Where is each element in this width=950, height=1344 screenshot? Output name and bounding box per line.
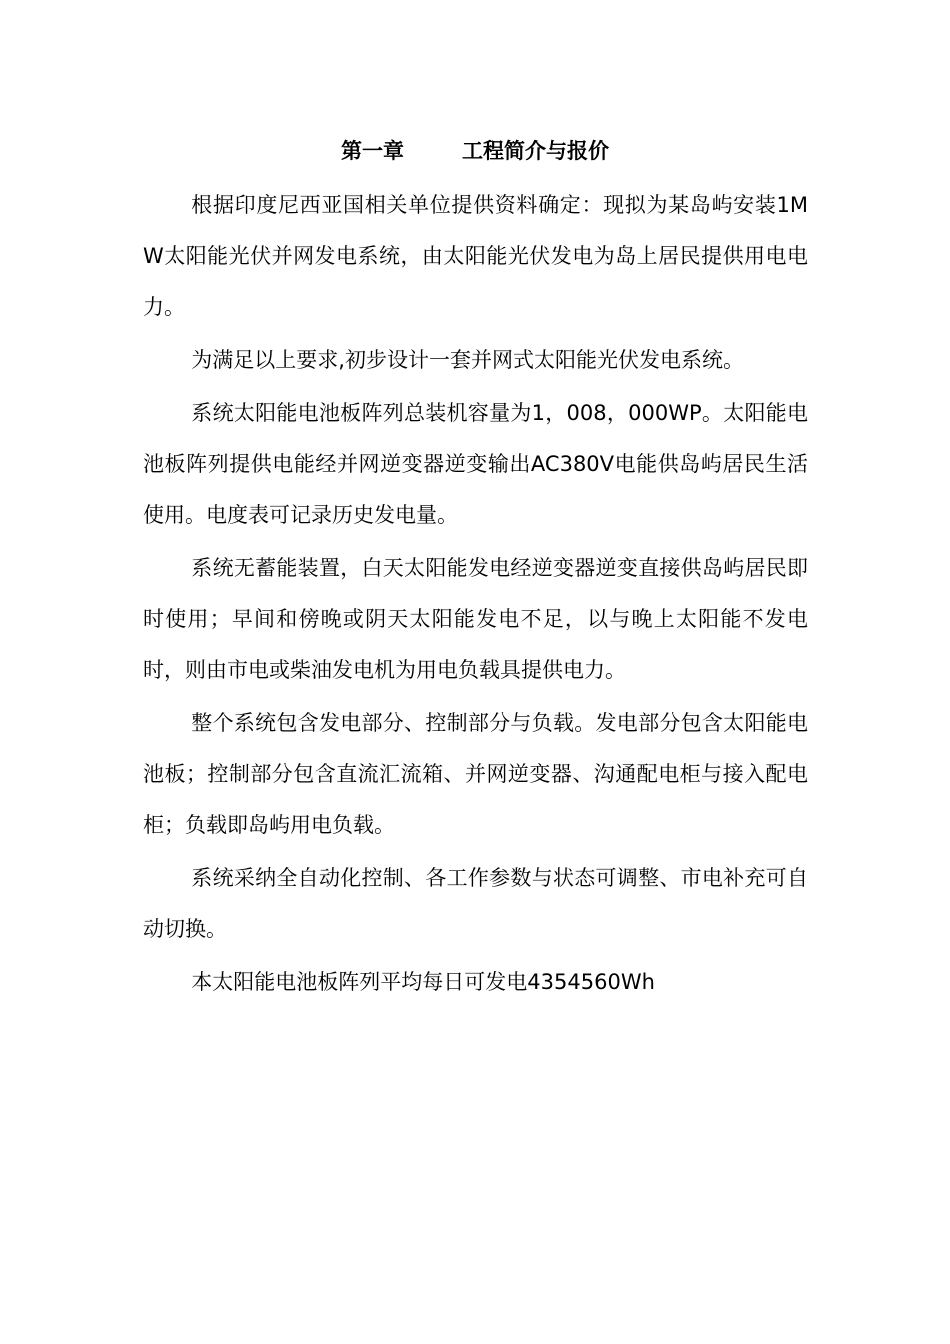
chapter-heading: 工程简介与报价 (462, 139, 609, 163)
paragraph-capacity: 系统太阳能电池板阵列总装机容量为1，008，000WP。太阳能电池板阵列提供电能经并网逆变器逆变输出AC380V电能供岛屿居民生活使用。电度表可记录历史发电量。 (143, 401, 808, 527)
paragraph-components: 整个系统包含发电部分、控制部分与负载。发电部分包含太阳能电池板；控制部分包含直流汇流箱、并网逆变器、沟通配电柜与接入配电柜；负载即岛屿用电负载。 (143, 711, 808, 837)
paragraph-output: 本太阳能电池板阵列平均每日可发电4354560Wh (191, 970, 655, 994)
paragraph-storage: 系统无蓄能装置，白天太阳能发电经逆变器逆变直接供岛屿居民即时使用；早间和傍晚或阴天太阳能发电不足，以与晚上太阳能不发电时，则由市电或柴油发电机为用电负载具提供电力。 (143, 556, 808, 682)
chapter-number: 第一章 (341, 139, 404, 163)
paragraph-control: 系统采纳全自动化控制、各工作参数与状态可调整、市电补充可自动切换。 (143, 866, 808, 941)
paragraph-intro: 根据印度尼西亚国相关单位提供资料确定：现拟为某岛屿安装1MW太阳能光伏并网发电系统，由太阳能光伏发电为岛上居民提供用电电力。 (143, 193, 808, 319)
chapter-title (0, 136, 950, 166)
document-body (143, 180, 808, 1008)
paragraph-design: 为满足以上要求,初步设计一套并网式太阳能光伏发电系统。 (191, 348, 744, 372)
